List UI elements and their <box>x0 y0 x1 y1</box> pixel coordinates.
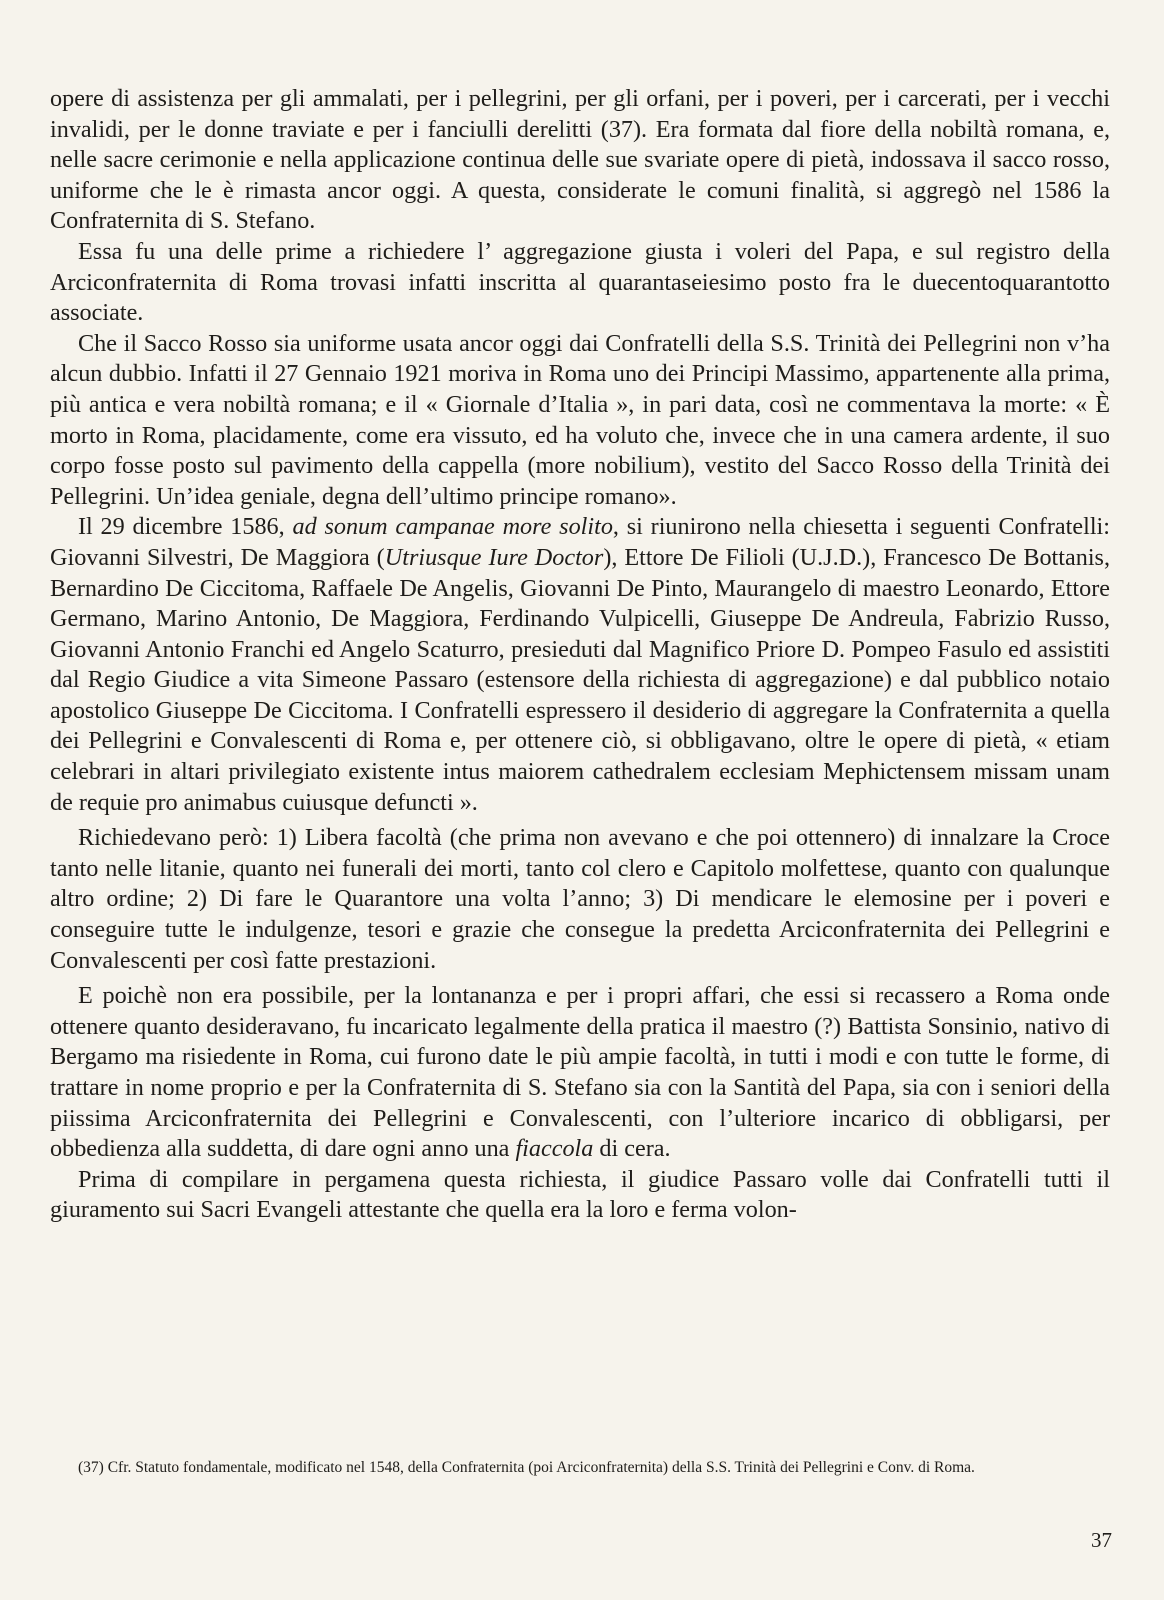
page-number: 37 <box>1091 1528 1112 1552</box>
footnote-text: (37) Cfr. Statuto fondamentale, modificato nel 1548, della Confraternita (poi Arciconfraternita) della S.S. Trinità dei Pellegrini e Conv. di Roma. <box>78 1459 975 1476</box>
paragraph-6 <box>50 981 1110 1165</box>
paragraph-5 <box>50 823 1110 976</box>
text-run: Richiedevano però: 1) Libera facoltà (che prima non avevano e che poi ottennero) di innalzare la Croce tanto nelle litanie, quanto nei funerali dei morti, tanto col clero e Capitolo molfettese, quanto con qualunque altro ordine; 2) Di fare le Quarantore una volta l’anno; 3) Di mendicare le elemosine per i poveri e conseguire tutte le indulgenze, tesori e grazie che consegue la predetta Arciconfraternita dei Pellegrini e Convalescenti per così fatte prestazioni. <box>50 824 1110 974</box>
paragraph-2 <box>50 237 1110 329</box>
text-run: Essa fu una delle prime a richiedere l’ aggregazione giusta i voleri del Papa, e sul registro della Arciconfraternita di Roma trovasi infatti inscritta al quarantaseiesimo posto fra le duecentoquarantotto associate. <box>50 237 1110 327</box>
text-run: opere di assistenza per gli ammalati, per i pellegrini, per gli orfani, per i poveri, per i carcerati, per i vecchi invalidi, per le donne traviate e per i fanciulli derelitti (37). Era formata dal fiore della nobiltà romana, e, nelle sacre cerimonie e nella applicazione continua delle sue svariate opere di pietà, indossava il sacco rosso, uniforme che le è rimasta ancor oggi. A questa, considerate le comuni finalità, si aggregò nel 1586 la Confraternita di S. Stefano. <box>50 85 1110 235</box>
text-run: E poichè non era possibile, per la lontananza e per i propri affari, che essi si recassero a Roma onde ottenere quanto desideravano, fu incaricato legalmente della pratica il maestro (?) Battista Sonsinio, nativo di Bergamo ma risiedente in Roma, cui furono date le più ampie facoltà, in tutti i modi e con tutte le forme, di trattare in nome proprio e per la Confraternita di S. Stefano sia con la Santità del Papa, sia con i seniori della piissima Arciconfraternita dei Pellegrini e Convalescenti, con l’ulteriore incarico di obbligarsi, per obbedienza alla suddetta, di dare ogni anno una <box>50 982 1110 1163</box>
text-run: di cera. <box>593 1135 671 1163</box>
italic-text: fiaccola <box>515 1135 594 1163</box>
text-run: , si riunirono nella chiesetta i seguenti Confratelli: Giovanni Silvestri, De Maggiora ( <box>50 513 1110 571</box>
paragraph-1 <box>50 84 1110 237</box>
italic-text: ad sonum campanae more solito <box>292 513 613 541</box>
italic-text: Utriusque Iure Doctor <box>384 543 604 571</box>
paragraph-4 <box>50 512 1110 818</box>
text-run: Prima di compilare in pergamena questa richiesta, il giudice Passaro volle dai Confratelli tutti il giuramento sui Sacri Evangeli attestante che quella era la loro e ferma volon- <box>50 1165 1110 1224</box>
text-run: ), Ettore De Filioli (U.J.D.), Francesco De Bottanis, Bernardino De Ciccitoma, Raffaele De Angelis, Giovanni De Pinto, Maurangelo di maestro Leonardo, Ettore Germano, Marino Antonio, De Maggiora, Ferdinando Vulpicelli, Giuseppe De Andreula, Fabrizio Russo, Giovanni Antonio Franchi ed Angelo Scaturro, presieduti dal Magnifico Priore D. Pompeo Fasulo ed assistiti dal Regio Giudice a vita Simeone Passaro (estensore della richiesta di aggregazione) e dal pubblico notaio apostolico Giuseppe De Ciccitoma. I Confratelli espressero il desiderio di aggregare la Confraternita a quella dei Pellegrini e Convalescenti di Roma e, per ottenere ciò, si obbligavano, oltre le opere di pietà, « etiam celebrari in altari privilegiato existente intus maiorem cathedralem ecclesiam Mephictensem missam unam de requie pro animabus cuiusque defuncti ». <box>50 543 1110 816</box>
paragraph-7 <box>50 1165 1110 1226</box>
footnote <box>50 1457 1110 1479</box>
paragraph-3 <box>50 329 1110 513</box>
text-run: Il 29 dicembre 1586, <box>78 513 293 541</box>
body-text <box>50 84 1110 1226</box>
text-run: Che il Sacco Rosso sia uniforme usata ancor oggi dai Confratelli della S.S. Trinità dei Pellegrini non v’ha alcun dubbio. Infatti il 27 Gennaio 1921 moriva in Roma uno dei Principi Massimo, appartenente alla prima, più antica e vera nobiltà romana; e il « Giornale d’Italia », in pari data, così ne commentava la morte: « È morto in Roma, placidamente, come era vissuto, ed ha voluto che, invece che in una camera ardente, il suo corpo fosse posto sul pavimento della cappella (more nobilium), vestito del Sacco Rosso della Trinità dei Pellegrini. Un’idea geniale, degna dell’ultimo principe romano». <box>50 329 1110 510</box>
